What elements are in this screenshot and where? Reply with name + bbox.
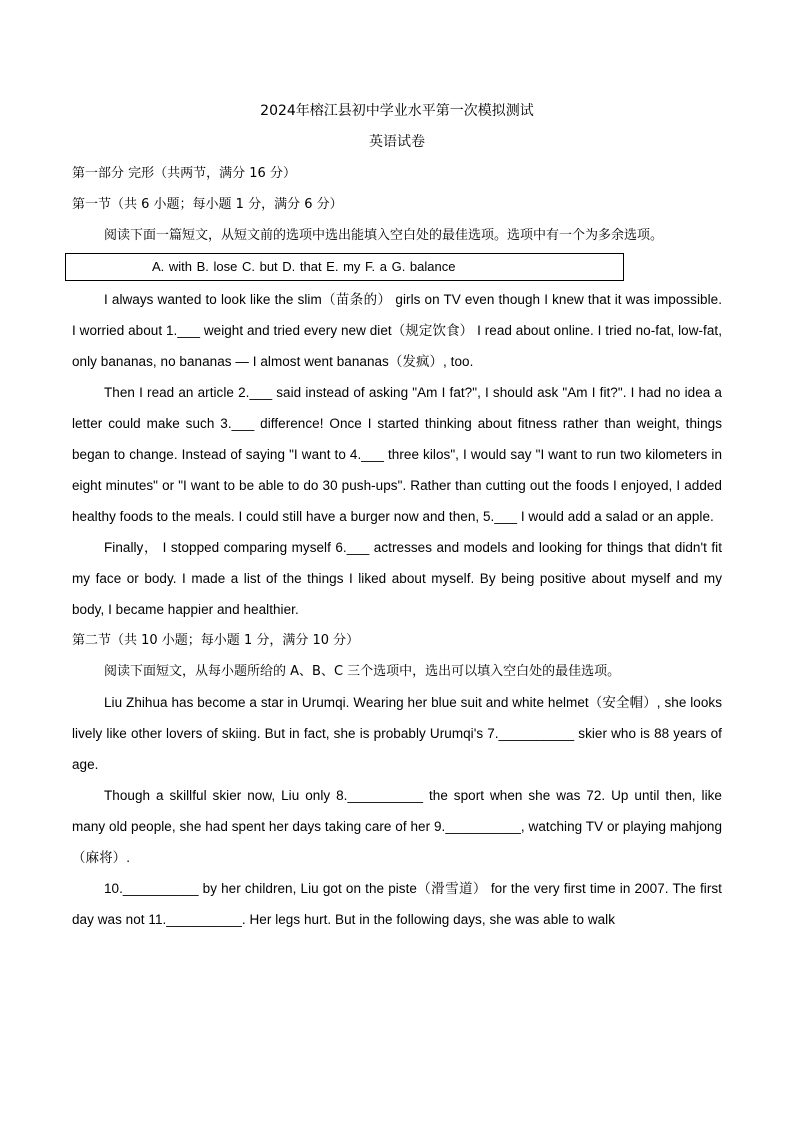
passage-one-paragraph: Finally， I stopped comparing myself 6.___ actresses and models and looking for things that didn't fit my face or body. I made a list of the things I liked about myself. By being positive about myself and my body, I became happier and healthier. bbox=[72, 540, 722, 617]
section-one-instruction: 阅读下面一篇短文，从短文前的选项中选出能填入空白处的最佳选项。选项中有一个为多余选项。 bbox=[104, 228, 664, 243]
section-two-heading: 第二节（共 10 小题；每小题 1 分，满分 10 分） bbox=[72, 633, 360, 648]
part-one-heading: 第一部分 完形（共两节，满分 16 分） bbox=[72, 166, 296, 181]
section-one-heading: 第一节（共 6 小题；每小题 1 分，满分 6 分） bbox=[72, 197, 343, 212]
exam-title: 2024年榕江县初中学业水平第一次模拟测试 bbox=[260, 103, 534, 119]
exam-subtitle: 英语试卷 bbox=[369, 134, 425, 150]
passage-one-paragraph: Then I read an article 2.___ said instead of asking "Am I fat?", I should ask "Am I fit?". I had no idea a letter could make such 3.___ difference! Once I started thinking about fitness rather than weight, things began to change. Instead of saying "I want to 4.___ three kilos", I would say "I want to run two kilometers in eight minutes" or "I want to be able to do 30 push-ups". Rather than cutting out the foods I enjoyed, I added healthy foods to the meals. I could still have a burger now and then, 5.___ I would add a salad or an apple. bbox=[72, 385, 722, 524]
options-box: A. with B. lose C. but D. that E. my F. a G. balance bbox=[65, 253, 624, 281]
passage-two-paragraph: Though a skillful skier now, Liu only 8.__________ the sport when she was 72. Up until then, like many old people, she had spent her days taking care of her 9.__________, watching TV or playing mahjong（麻将）. bbox=[72, 788, 722, 865]
passage-two-paragraph: Liu Zhihua has become a star in Urumqi. Wearing her blue suit and white helmet（安全帽）, she looks lively like other lovers of skiing. But in fact, she is probably Urumqi's 7.__________ skier who is 88 years of age. bbox=[72, 695, 722, 772]
passage-two-paragraph: 10.__________ by her children, Liu got on the piste（滑雪道） for the very first time in 2007. The first day was not 11.__________. Her legs hurt. But in the following days, she was able to walk bbox=[72, 881, 722, 927]
exam-page bbox=[72, 96, 722, 935]
passage-one-paragraph: I always wanted to look like the slim（苗条的） girls on TV even though I knew that it was impossible. I worried about 1.___ weight and tried every new diet（规定饮食） I read about online. I tried no-fat, low-fat, only bananas, no bananas — I almost went bananas（发疯）, too. bbox=[72, 292, 722, 369]
section-two-instruction: 阅读下面短文，从每小题所给的 A、B、C 三个选项中，选出可以填入空白处的最佳选项。 bbox=[104, 664, 621, 679]
